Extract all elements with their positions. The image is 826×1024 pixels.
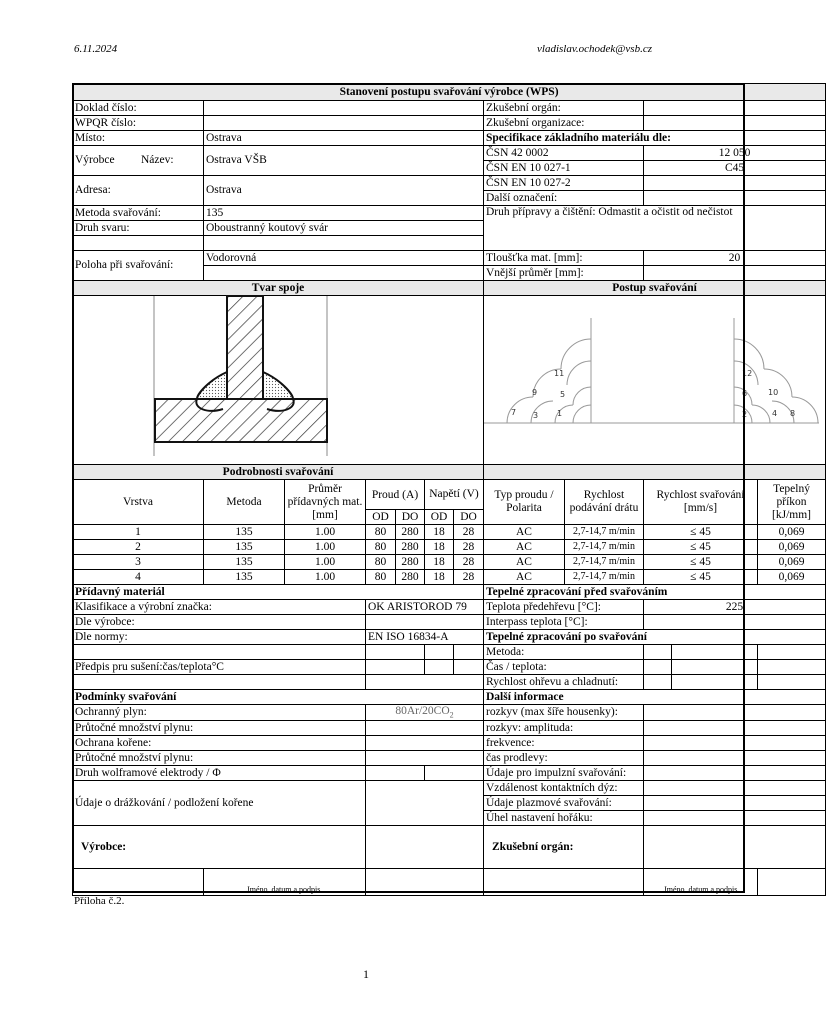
amplituda-label: rozkyv: amplituda: [484, 720, 644, 735]
col-prumer: Průměr přídavných mat. [mm] [285, 480, 366, 525]
vzdalenost-value[interactable] [644, 780, 826, 795]
ochrana-korene-label: Ochrana kořene: [73, 735, 366, 750]
row-proud-do[interactable]: 280 [396, 570, 425, 585]
row-vrstva[interactable]: 3 [73, 555, 204, 570]
prutok2-label: Průtočné množství plynu: [73, 750, 366, 765]
postup-label-4: 4 [772, 409, 778, 418]
po-cas-label: Čas / teplota: [484, 660, 644, 675]
blank-row-cell-2[interactable] [425, 645, 454, 660]
row-napeti-od[interactable]: 18 [425, 540, 454, 555]
base-plate [155, 399, 327, 442]
drazkovani-value[interactable] [366, 780, 484, 825]
col-napeti-do: DO [454, 510, 484, 525]
row-prumer[interactable]: 1.00 [285, 555, 366, 570]
prutok1-value[interactable] [366, 720, 484, 735]
row-napeti-od[interactable]: 18 [425, 555, 454, 570]
row-prikon[interactable]: 0,069 [758, 570, 826, 585]
misto-label: Místo: [73, 131, 204, 146]
ochranny-value[interactable] [366, 705, 484, 721]
wolfram-label: Druh wolframové elektrody / Φ [73, 765, 366, 780]
postup-label-8: 8 [790, 409, 796, 418]
col-proud-do: DO [396, 510, 425, 525]
metoda-label: Metoda svařování: [73, 206, 204, 221]
row-prumer[interactable]: 1.00 [285, 540, 366, 555]
klasifikace-value[interactable]: OK ARISTOROD 79 [366, 600, 484, 615]
tloustka-label: Tloušťka mat. [mm]: [484, 251, 644, 266]
row-svar[interactable]: ≤ 45 [644, 525, 758, 540]
postup-label-1: 1 [557, 409, 563, 418]
row-napeti-od[interactable]: 18 [425, 525, 454, 540]
right-fillet-weld [263, 372, 293, 399]
priloha-note: Příloha č.2. [74, 895, 125, 907]
row-metoda[interactable]: 135 [204, 540, 285, 555]
row-napeti-do[interactable]: 28 [454, 540, 484, 555]
impulzni-label: Údaje pro impulzní svařování: [484, 765, 644, 780]
impulzni-value[interactable] [644, 765, 826, 780]
col-metoda: Metoda [204, 480, 285, 525]
dalsi-heading: Další informace [484, 690, 826, 705]
ochranny-gas: 80Ar/20CO [395, 705, 450, 718]
upright-plate [227, 296, 263, 399]
row-proud-do[interactable]: 280 [396, 540, 425, 555]
prutok2-value[interactable] [366, 750, 484, 765]
table-row [73, 540, 826, 555]
blank-row-cell-1[interactable] [366, 645, 425, 660]
blank-row2-label [73, 675, 366, 690]
spec-heading: Specifikace základního materiálu dle: [484, 131, 826, 146]
frekvence-label: frekvence: [484, 735, 644, 750]
row-napeti-do[interactable]: 28 [454, 570, 484, 585]
drazkovani-label: Údaje o drážkování / podložení kořene [73, 780, 366, 825]
poloha-value[interactable]: Vodorovná [204, 251, 484, 266]
col-rychlost-svar: Rychlost svařování [mm/s] [644, 480, 758, 525]
zkusebni-org-label: Zkušební organizace: [484, 116, 644, 131]
po-metoda-cell-3[interactable] [758, 645, 826, 660]
nazev-value[interactable]: Ostrava VŠB [204, 146, 484, 176]
wolfram-cell-2[interactable] [425, 765, 484, 780]
organ-note-right [758, 868, 826, 895]
adresa-value[interactable]: Ostrava [204, 176, 484, 206]
postup-drawing-cell [484, 296, 826, 465]
row-proud-od[interactable]: 80 [366, 555, 396, 570]
zkusebni-org-value[interactable] [644, 116, 826, 131]
row-vrstva[interactable]: 4 [73, 570, 204, 585]
row-svar[interactable]: ≤ 45 [644, 570, 758, 585]
plazmove-label: Údaje plazmové svařování: [484, 795, 644, 810]
po-metoda-cell-1[interactable] [644, 645, 672, 660]
row-typ[interactable]: AC [484, 540, 565, 555]
organ-signature-field[interactable] [644, 825, 826, 868]
organ-signature-label: Zkušební orgán: [484, 825, 644, 868]
klasifikace-label: Klasifikace a výrobní značka: [73, 600, 366, 615]
page-number: 1 [363, 967, 369, 981]
postup-label-6: 6 [742, 389, 748, 398]
interpass-label: Interpass teplota [°C]: [484, 615, 644, 630]
tepelne-po-heading: Tepelné zpracování po svařování [484, 630, 826, 645]
row-napeti-od[interactable]: 18 [425, 570, 454, 585]
row-typ[interactable]: AC [484, 555, 565, 570]
teplota-value[interactable]: 225 [644, 600, 826, 615]
predpis-cell-1[interactable] [366, 660, 425, 675]
po-metoda-cell-2[interactable] [672, 645, 758, 660]
dalsi-oznaceni-label: Další označení: [484, 191, 644, 206]
doklad-value[interactable] [204, 101, 484, 116]
ochrana-korene-value[interactable] [366, 735, 484, 750]
row-proud-od[interactable]: 80 [366, 525, 396, 540]
uhel-value[interactable] [644, 810, 826, 825]
po-cas-cell-1[interactable] [644, 660, 672, 675]
col-typ: Typ proudu / Polarita [484, 480, 565, 525]
podrobnosti-heading-right [484, 465, 826, 480]
col-rychlost-drat: Rychlost podávání drátu [565, 480, 644, 525]
vyrobce-signature-note: Jméno, datum a podpis. [204, 868, 366, 895]
row-vrstva[interactable]: 2 [73, 540, 204, 555]
row-drat[interactable]: 2,7-14,7 m/min [565, 570, 644, 585]
col-prikon: Tepelný příkon [kJ/mm] [758, 480, 826, 525]
zkusebni-organ-label: Zkušební orgán: [484, 101, 644, 116]
po-rychlost-cell-1[interactable] [644, 675, 672, 690]
vnejsi-value[interactable] [644, 266, 826, 281]
postup-label-10: 10 [768, 388, 779, 397]
row-prikon[interactable]: 0,069 [758, 525, 826, 540]
tvar-spoje-drawing-cell [73, 296, 484, 465]
frekvence-value[interactable] [644, 735, 826, 750]
dle-normy-label: Dle normy: [73, 630, 366, 645]
form-title: Stanovení postupu svařování výrobce (WPS) [73, 84, 826, 101]
teplota-label: Teplota předehřevu [°C]: [484, 600, 644, 615]
postup-label-7: 7 [511, 408, 517, 417]
col-napeti-od: OD [425, 510, 454, 525]
row-prumer[interactable]: 1.00 [285, 525, 366, 540]
po-cas-cell-3[interactable] [758, 660, 826, 675]
predpis-label: Předpis pru sušení:čas/teplota°C [73, 660, 366, 675]
pridavny-heading: Přídavný materiál [73, 585, 484, 600]
row-svar[interactable]: ≤ 45 [644, 555, 758, 570]
row-metoda[interactable]: 135 [204, 555, 285, 570]
col-napeti: Napětí (V) [425, 480, 484, 510]
wps-form-table [72, 83, 826, 896]
po-cas-cell-2[interactable] [672, 660, 758, 675]
vyrobce-signature-label: Výrobce: [73, 825, 366, 868]
amplituda-value[interactable] [644, 720, 826, 735]
csn1-label: ČSN 42 0002 [484, 146, 644, 161]
druh-svaru-value[interactable]: Oboustranný koutový svár [204, 221, 484, 236]
metoda-value[interactable]: 135 [204, 206, 484, 221]
postup-label-3: 3 [533, 411, 539, 420]
csn3-value[interactable] [644, 176, 826, 191]
vnejsi-label: Vnější průměr [mm]: [484, 266, 644, 281]
vyrobce-note-left [73, 868, 204, 895]
postup-label-11: 11 [554, 369, 565, 378]
wpqr-value[interactable] [204, 116, 484, 131]
blank-row-label [73, 645, 366, 660]
row-proud-do[interactable]: 280 [396, 555, 425, 570]
table-row [73, 525, 826, 540]
tloustka-value[interactable]: 20 [644, 251, 826, 266]
ochranny-label: Ochranný plyn: [73, 705, 366, 721]
row-napeti-do[interactable]: 28 [454, 555, 484, 570]
zkusebni-organ-value[interactable] [644, 101, 826, 116]
prodlevy-label: čas prodlevy: [484, 750, 644, 765]
csn2-label: ČSN EN 10 027-1 [484, 161, 644, 176]
prodlevy-value[interactable] [644, 750, 826, 765]
interpass-value[interactable] [644, 615, 826, 630]
col-proud: Proud (A) [366, 480, 425, 510]
col-vrstva: Vrstva [73, 480, 204, 525]
po-rychlost-cell-2[interactable] [672, 675, 758, 690]
organ-signature-note: Jméno, datum a podpis [644, 868, 758, 895]
csn1-value[interactable]: 12 050 [644, 146, 826, 161]
csn3-label: ČSN EN 10 027-2 [484, 176, 644, 191]
wolfram-cell-1[interactable] [366, 765, 425, 780]
row-proud-od[interactable]: 80 [366, 570, 396, 585]
tvar-spoje-drawing [73, 296, 407, 461]
row-vrstva[interactable]: 1 [73, 525, 204, 540]
predpis-cell-2[interactable] [425, 660, 454, 675]
dle-vyrobce-label: Dle výrobce: [73, 615, 366, 630]
postup-label-2: 2 [742, 410, 748, 419]
plazmove-value[interactable] [644, 795, 826, 810]
po-rychlost-cell-3[interactable] [758, 675, 826, 690]
blank-row2-value[interactable] [366, 675, 484, 690]
podrobnosti-heading: Podrobnosti svařování [73, 465, 484, 480]
empty-left [73, 236, 204, 251]
tvar-spoje-heading: Tvar spoje [73, 281, 484, 296]
po-metoda-label: Metoda: [484, 645, 644, 660]
empty-value[interactable] [204, 236, 484, 251]
dle-normy-value[interactable]: EN ISO 16834-A [366, 630, 484, 645]
adresa-label: Adresa: [73, 176, 204, 206]
left-fillet-weld [197, 372, 227, 399]
rozkyv-label: rozkyv (max šíře housenky): [484, 705, 644, 721]
row-metoda[interactable]: 135 [204, 570, 285, 585]
row-typ[interactable]: AC [484, 570, 565, 585]
postup-label-12: 12 [742, 369, 753, 378]
row-drat[interactable]: 2,7-14,7 m/min [565, 525, 644, 540]
poloha-value-2[interactable] [204, 266, 484, 281]
row-drat[interactable]: 2,7-14,7 m/min [565, 555, 644, 570]
poloha-label: Poloha při svařování: [73, 251, 204, 281]
postup-heading: Postup svařování [484, 281, 826, 296]
row-metoda[interactable]: 135 [204, 525, 285, 540]
blank-row-cell-3[interactable] [454, 645, 484, 660]
vyrobce-text: Výrobce [75, 154, 115, 167]
misto-value[interactable]: Ostrava [204, 131, 484, 146]
predpis-cell-3[interactable] [454, 660, 484, 675]
druh-svaru-label: Druh svaru: [73, 221, 204, 236]
row-typ[interactable]: AC [484, 525, 565, 540]
row-prikon[interactable]: 0,069 [758, 555, 826, 570]
row-svar[interactable]: ≤ 45 [644, 540, 758, 555]
doklad-label: Doklad číslo: [73, 101, 204, 116]
nazev-label: Název: [141, 154, 174, 167]
row-napeti-do[interactable]: 28 [454, 525, 484, 540]
wpqr-label: WPQR číslo: [73, 116, 204, 131]
organ-note-left [484, 868, 644, 895]
prutok1-label: Průtočné množství plynu: [73, 720, 366, 735]
podminky-heading: Podmínky svařování [73, 690, 484, 705]
dle-vyrobce-value[interactable] [366, 615, 484, 630]
row-prumer[interactable]: 1.00 [285, 570, 366, 585]
table-row [73, 570, 826, 585]
uhel-label: Úhel nastavení hořáku: [484, 810, 644, 825]
csn2-value[interactable]: C45 [644, 161, 826, 176]
col-proud-od: OD [366, 510, 396, 525]
row-prikon[interactable]: 0,069 [758, 540, 826, 555]
dalsi-oznaceni-value[interactable] [644, 191, 826, 206]
vyrobce-note-right [366, 868, 484, 895]
vzdalenost-label: Vzdálenost kontaktních dýz: [484, 780, 644, 795]
header-email: vladislav.ochodek@vsb.cz [537, 43, 652, 55]
po-rychlost-label: Rychlost ohřevu a chladnutí: [484, 675, 644, 690]
postup-drawing [484, 296, 819, 461]
rozkyv-value[interactable] [644, 705, 826, 721]
postup-left-beads [507, 339, 591, 423]
vyrobce-label [73, 146, 204, 176]
postup-label-9: 9 [532, 388, 538, 397]
row-drat[interactable]: 2,7-14,7 m/min [565, 540, 644, 555]
postup-label-5: 5 [560, 390, 566, 399]
row-proud-od[interactable]: 80 [366, 540, 396, 555]
priprava-text: Druh přípravy a čištění: Odmastit a očistit od nečistot [484, 206, 826, 251]
row-proud-do[interactable]: 280 [396, 525, 425, 540]
ochranny-subscript: 2 [449, 710, 454, 720]
tepelne-pred-heading: Tepelné zpracování před svařováním [484, 585, 826, 600]
vyrobce-signature-field[interactable] [366, 825, 484, 868]
table-row [73, 555, 826, 570]
header-date: 6.11.2024 [74, 43, 118, 55]
